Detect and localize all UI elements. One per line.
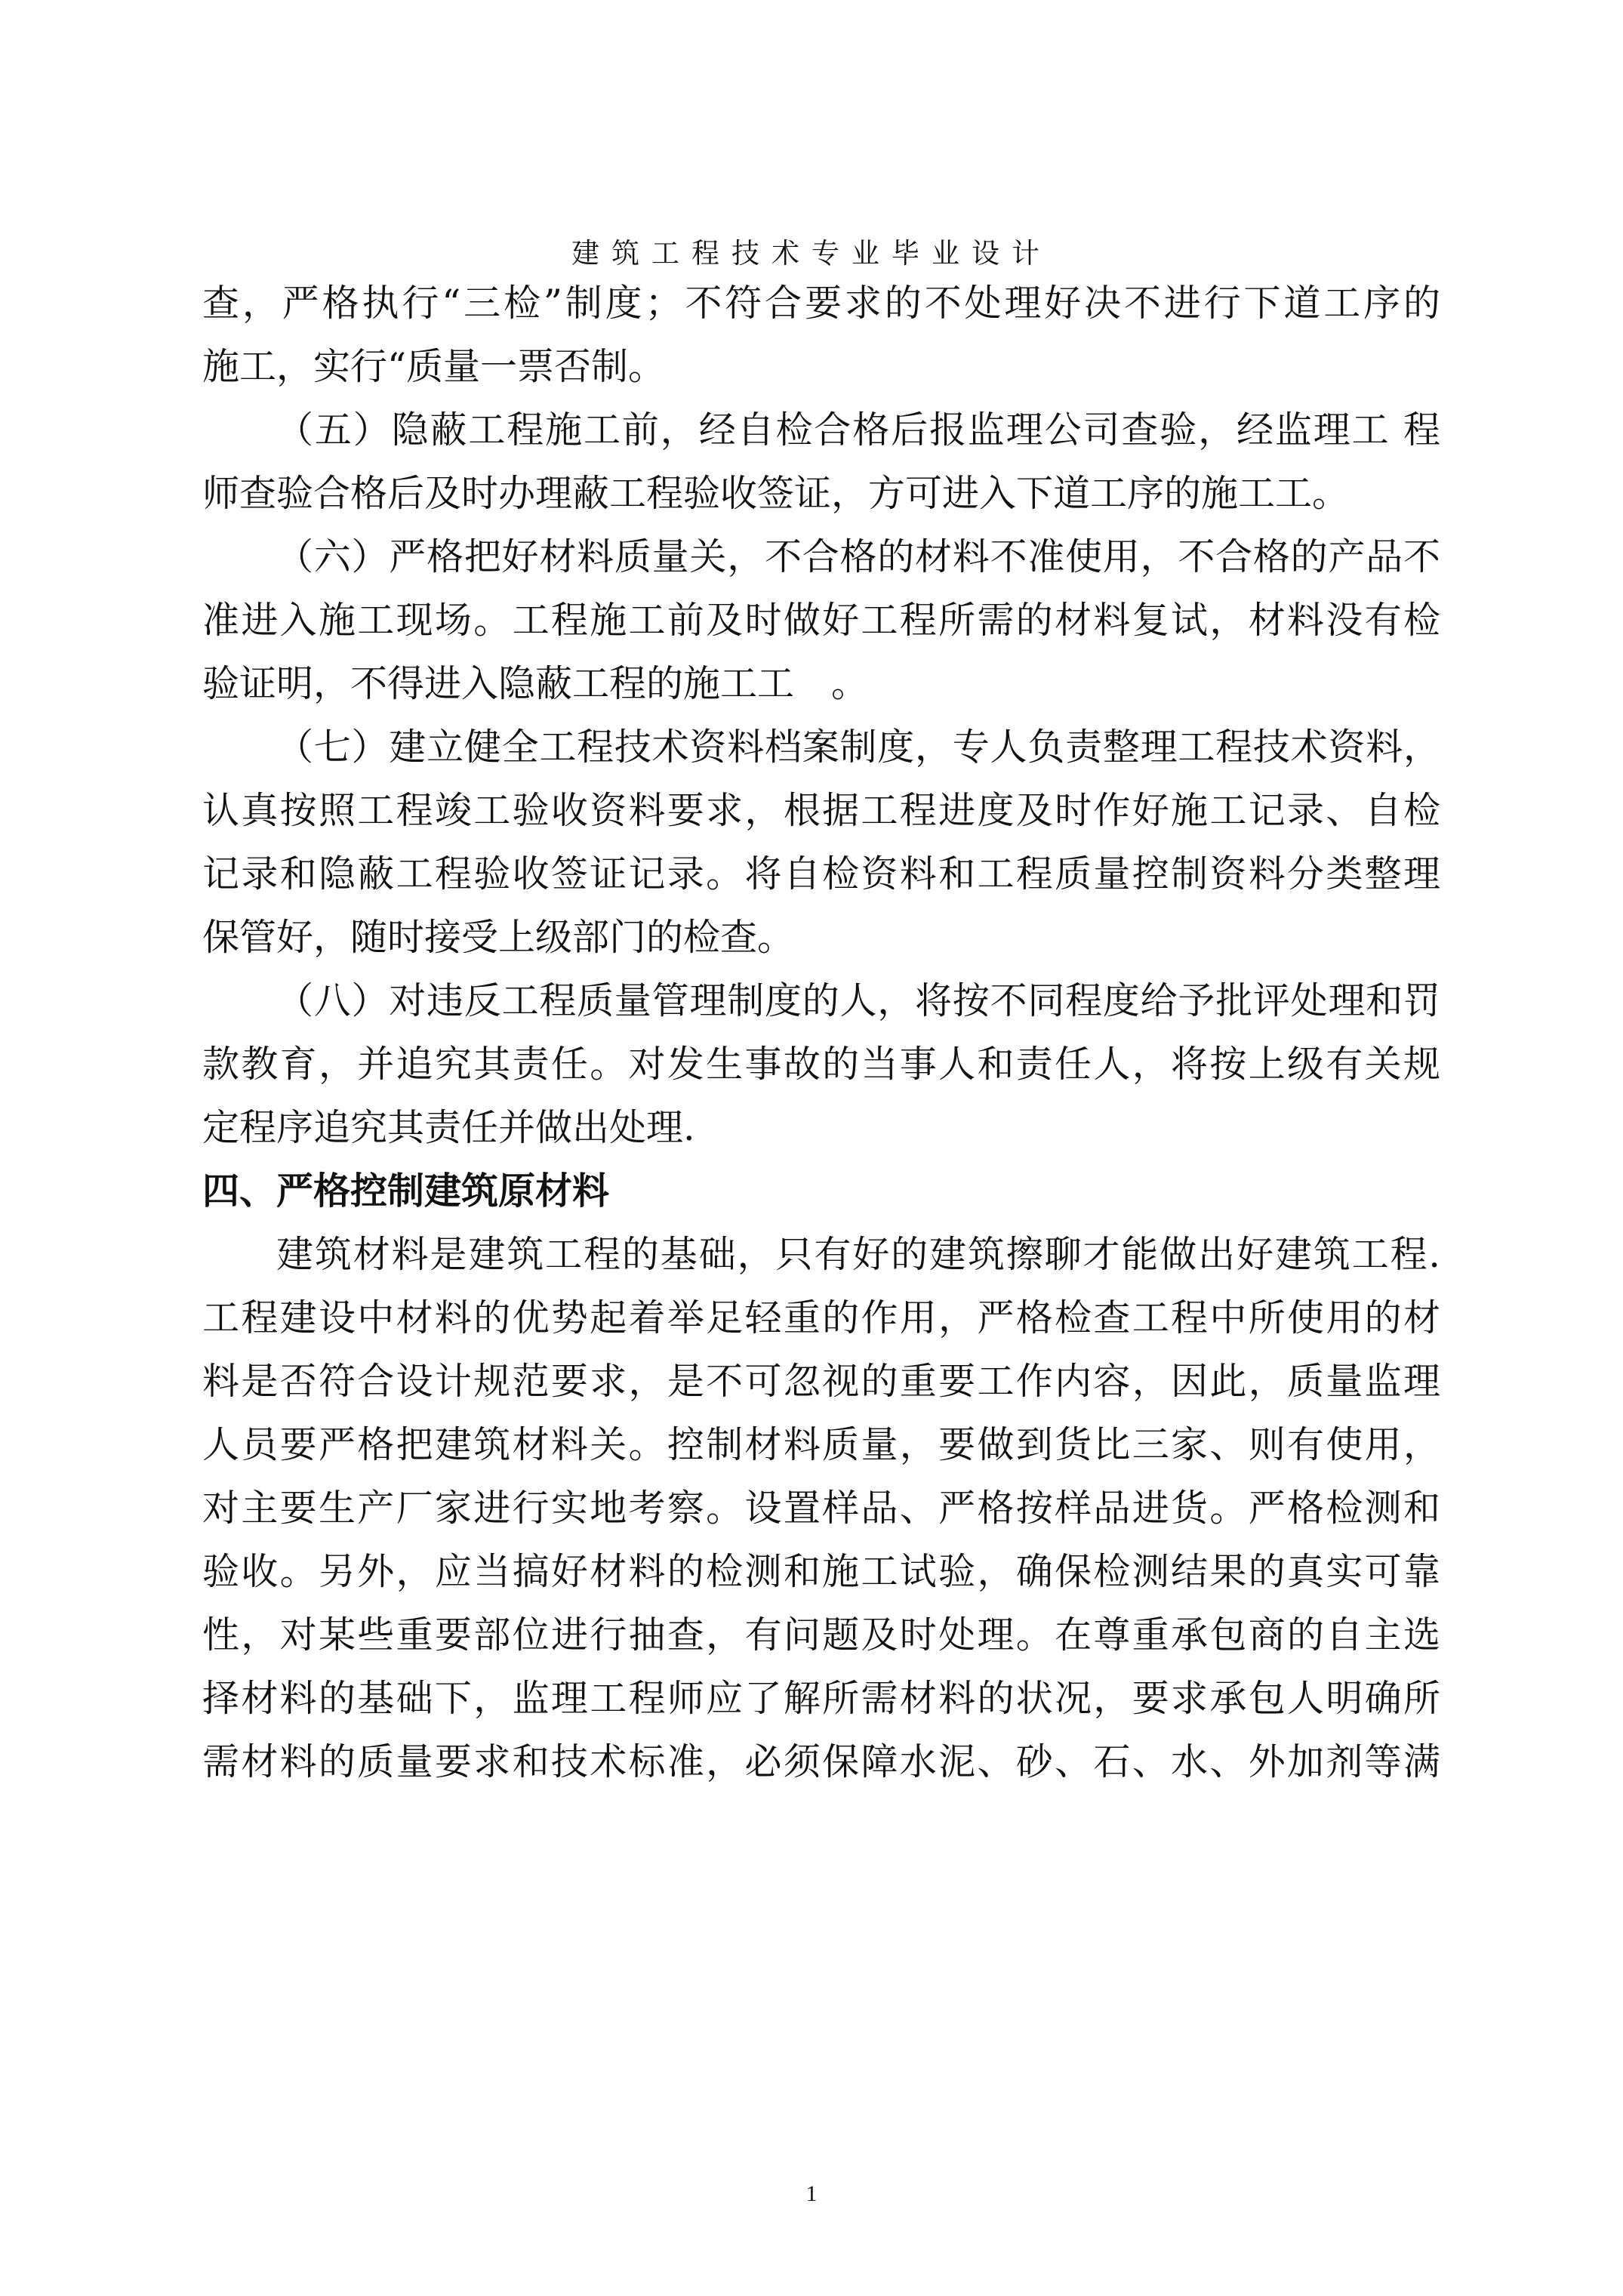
text-line: 工程建设中材料的优势起着举足轻重的作用，严格检查工程中所使用的材 (202, 1296, 1440, 1339)
text-line: 验收。另外，应当搞好材料的检测和施工试验，确保检测结果的真实可靠 (202, 1550, 1440, 1593)
text-line: （八）对违反工程质量管理制度的人，将按不同程度给予批评处理和罚 (276, 979, 1440, 1022)
text-line: 施工，实行“质量一票否制。 (202, 345, 666, 388)
text-line: 择材料的基础下，监理工程师应了解所需材料的状况，要求承包人明确所 (202, 1677, 1440, 1720)
text-line: 人员要严格把建筑材料关。控制材料质量，要做到货比三家、则有使用， (202, 1423, 1440, 1466)
text-line: 师查验合格后及时办理蔽工程验收签证，方可进入下道工序的施工工。 (202, 472, 1350, 515)
text-line: 定程序追究其责任并做出处理. (202, 1106, 695, 1149)
text-line: 款教育，并追究其责任。对发生事故的当事人和责任人，将按上级有关规 (202, 1043, 1440, 1086)
text-line: 料是否符合设计规范要求，是不可忽视的重要工作内容，因此，质量监理 (202, 1360, 1440, 1403)
text-line: （七）建立健全工程技术资料档案制度，专人负责整理工程技术资料， (276, 726, 1440, 769)
text-line: 对主要生产厂家进行实地考察。设置样品、严格按样品进货。严格检测和 (202, 1487, 1440, 1530)
text-line: 准进入施工现场。工程施工前及时做好工程所需的材料复试，材料没有检 (202, 599, 1440, 642)
text-line: 性，对某些重要部位进行抽查，有问题及时处理。在尊重承包商的自主选 (202, 1613, 1440, 1657)
text-line: （五）隐蔽工程施工前，经自检合格后报监理公司查验，经监理工 程 (276, 408, 1440, 451)
page-number: 1 (805, 2181, 818, 2206)
text-line: 认真按照工程竣工验收资料要求，根据工程进度及时作好施工记录、自检 (202, 789, 1440, 832)
text-line: 建筑材料是建筑工程的基础，只有好的建筑擦聊才能做出好建筑工程. (276, 1233, 1440, 1276)
section-heading: 四、严格控制建筑原材料 (202, 1170, 610, 1213)
text-line: 保管好，随时接受上级部门的检查。 (202, 916, 795, 959)
text-line: 查，严格执行“三检”制度；不符合要求的不处理好决不进行下道工序的 (202, 282, 1440, 325)
text-line: 需材料的质量要求和技术标准，必须保障水泥、砂、石、水、外加剂等满 (202, 1740, 1440, 1783)
text-line: 验证明，不得进入隐蔽工程的施工工 。 (202, 662, 869, 705)
body-text (202, 272, 1440, 1794)
text-line: （六）严格把好材料质量关，不合格的材料不准使用，不合格的产品不 (276, 535, 1440, 578)
text-line: 记录和隐蔽工程验收签证记录。将自检资料和工程质量控制资料分类整理 (202, 852, 1440, 895)
running-header: 建筑工程技术专业毕业设计 (571, 237, 1052, 270)
